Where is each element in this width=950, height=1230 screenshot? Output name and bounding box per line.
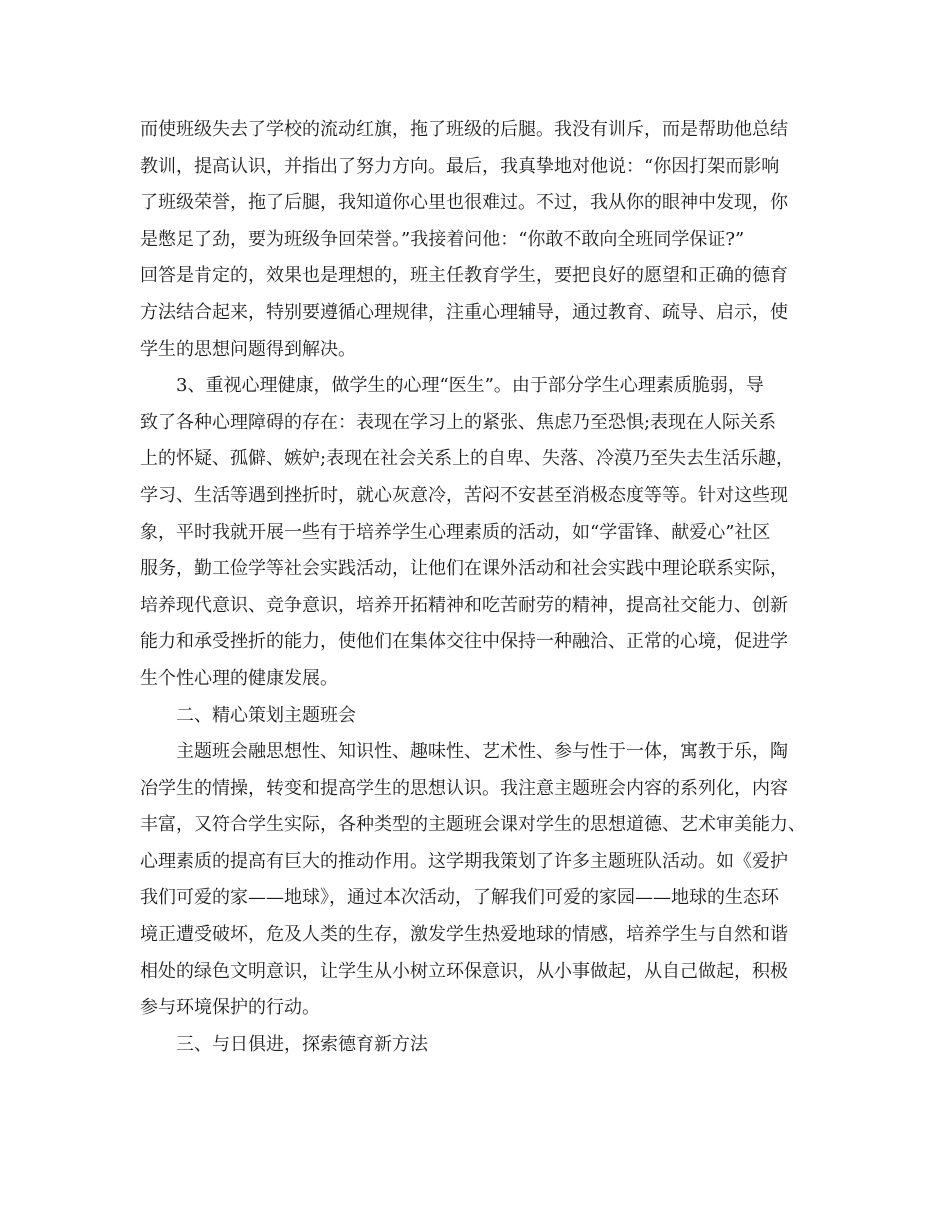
text-line: 主题班会融思想性、知识性、趣味性、艺术性、参与性于一体，寓教于乐，陶	[176, 741, 788, 763]
text-line: 境正遭受破坏，危及人类的生存，激发学生热爱地球的情感，培养学生与自然和谐	[140, 924, 788, 946]
text-line: 学生的思想问题得到解决。	[140, 338, 356, 360]
text-line: 而使班级失去了学校的流动红旗，拖了班级的后腿。我没有训斥，而是帮助他总结	[140, 119, 788, 140]
text-line: 方法结合起来，特别要遵循心理规律，注重心理辅导，通过教育、疏导、启示，使	[140, 301, 788, 323]
text-line: 培养现代意识、竞争意识，培养开拓精神和吃苦耐劳的精神，提高社交能力、创新	[140, 594, 788, 616]
text-line: 生个性心理的健康发展。	[140, 667, 338, 689]
text-line: 冶学生的情操，转变和提高学生的思想认识。我注意主题班会内容的系列化，内容	[140, 777, 788, 799]
text-line: 回答是肯定的，效果也是理想的，班主任教育学生，要把良好的愿望和正确的德育	[140, 265, 788, 287]
text-line: 学习、生活等遇到挫折时，就心灰意冷，苦闷不安甚至消极态度等等。针对这些现	[140, 484, 788, 506]
text-line: 相处的绿色文明意识，让学生从小树立环保意识，从小事做起，从自己做起，积极	[140, 960, 788, 982]
text-line: 教训，提高认识，并指出了努力方向。最后，我真挚地对他说：“你因打架而影响	[140, 155, 780, 177]
text-line: 致了各种心理障碍的存在：表现在学习上的紧张、焦虑乃至恐惧;表现在人际关系	[140, 411, 777, 433]
text-line: 象，平时我就开展一些有于培养学生心理素质的活动，如“学雷锋、献爱心”社区	[140, 521, 771, 543]
text-line: 二、精心策划主题班会	[176, 704, 356, 726]
text-line: 三、与日俱进，探索德育新方法	[176, 1033, 428, 1055]
text-line: 上的怀疑、孤僻、嫉妒;表现在社会关系上的自卑、失落、冷漠乃至失去生活乐趣，	[140, 448, 795, 470]
text-line: 参与环境保护的行动。	[140, 997, 320, 1019]
text-line: 了班级荣誉，拖了后腿，我知道你心里也很难过。不过，我从你的眼神中发现，你	[140, 192, 788, 214]
text-line: 能力和承受挫折的能力，使他们在集体交往中保持一种融洽、正常的心境，促进学	[140, 631, 788, 653]
text-line: 我们可爱的家——地球》，通过本次活动，了解我们可爱的家园——地球的生态环	[140, 887, 779, 909]
text-line: 心理素质的提高有巨大的推动作用。这学期我策划了许多主题班队活动。如《爱护	[140, 850, 788, 872]
text-line: 3、重视心理健康，做学生的心理“医生”。由于部分学生心理素质脆弱，导	[176, 375, 764, 397]
text-line: 服务，勤工俭学等社会实践活动，让他们在课外活动和社会实践中理论联系实际，	[140, 558, 788, 580]
text-line: 丰富，又符合学生实际，各种类型的主题班会课对学生的思想道德、艺术审美能力、	[140, 814, 806, 836]
document-body	[140, 112, 830, 1063]
text-line: 是憋足了劲，要为班级争回荣誉。”我接着问他：“你敢不敢向全班同学保证?”	[140, 228, 745, 250]
